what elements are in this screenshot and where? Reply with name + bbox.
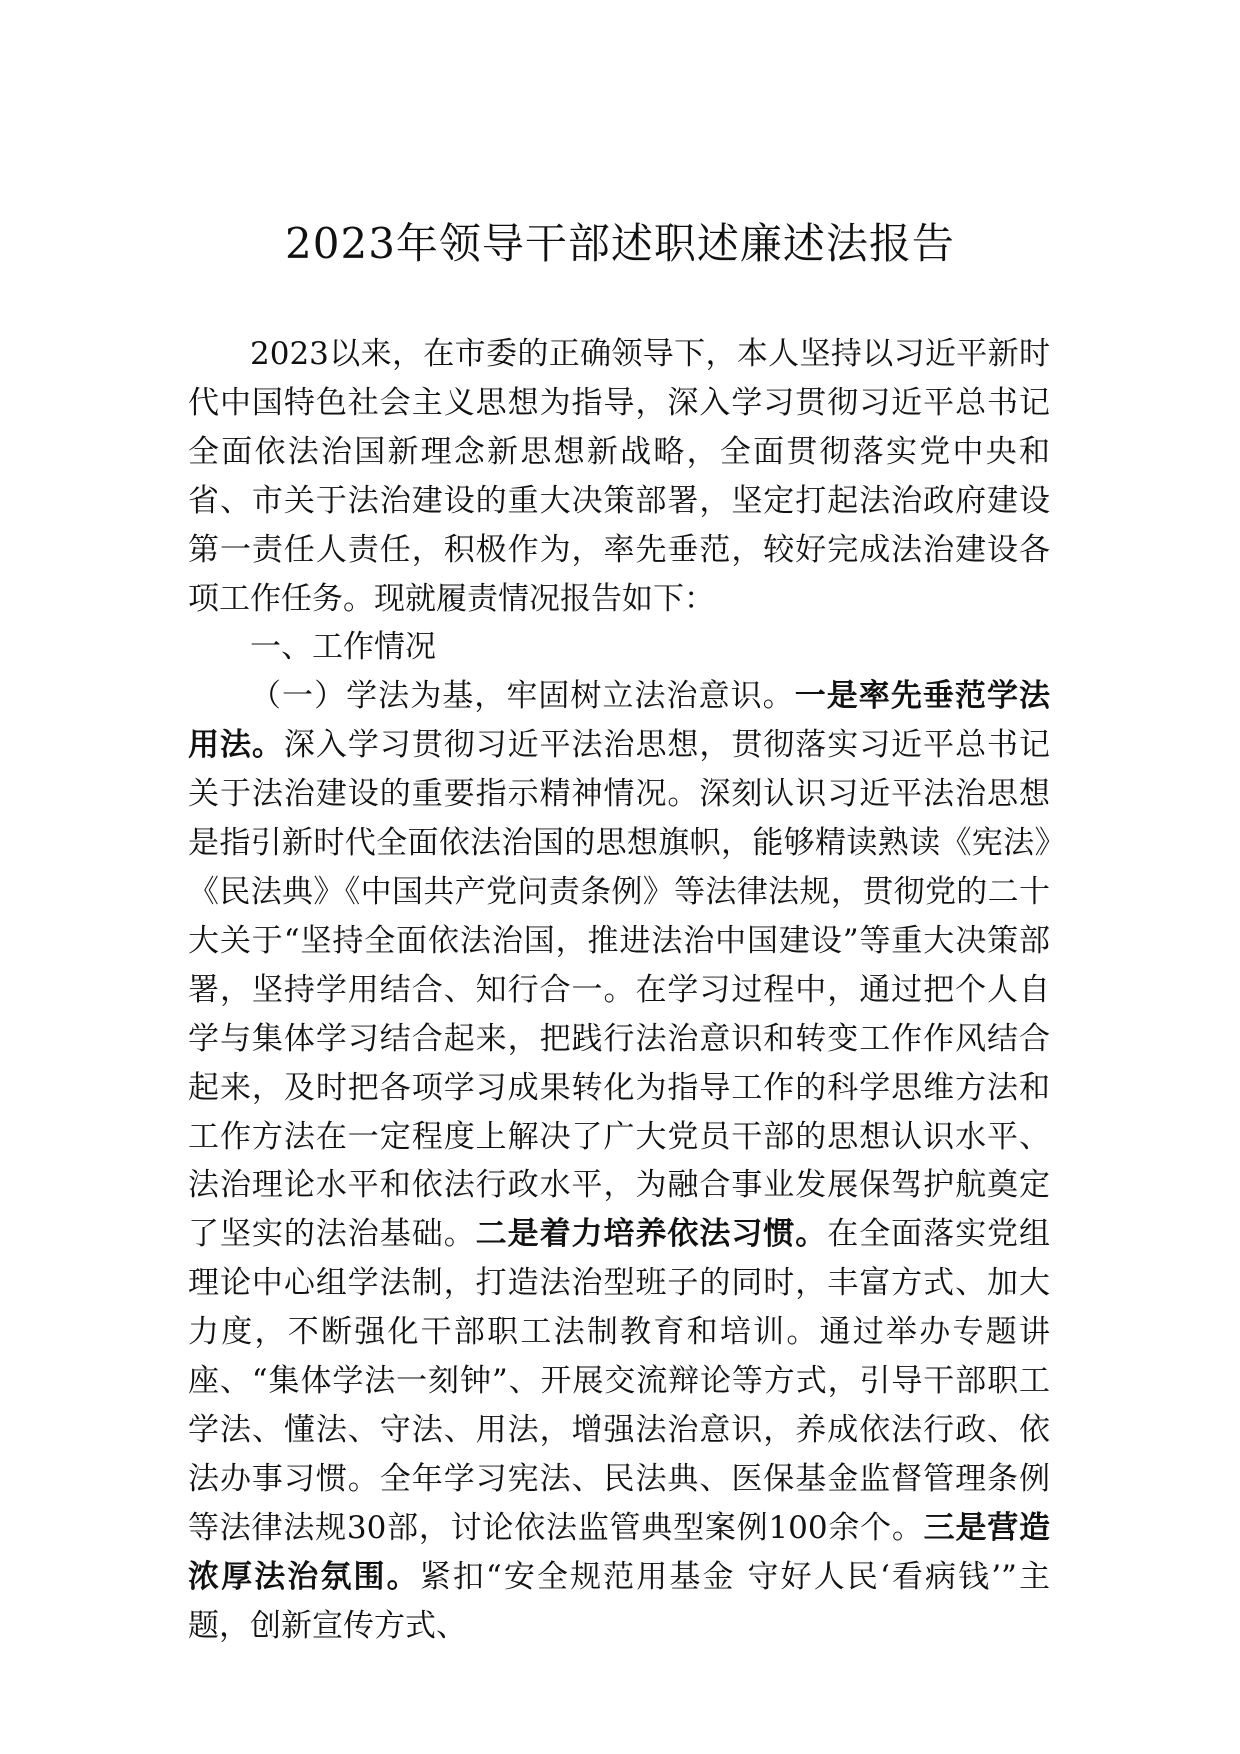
document-body bbox=[188, 330, 1050, 1650]
section-heading: 一、工作情况 bbox=[250, 629, 436, 666]
subsection-heading: （一）学法为基，牢固树立法治意识。 bbox=[250, 678, 795, 715]
point-label: 一是率先垂范学法用法。 bbox=[188, 678, 1051, 764]
point-label: 二是着力培养依法习惯。 bbox=[475, 1216, 828, 1253]
section-paragraph bbox=[188, 672, 1050, 1650]
point-text: 在全面落实党组理论中心组学法制，打造法治型班子的同时，丰富方式、加大力度，不断强化干部职工法制教育和培训。通过举办专题讲座、“集体学法一刻钟”、开展交流辩论等方式，引导干部职工学法、懂法、守法、用法，增强法治意识，养成依法行政、依法办事习惯。全年学习宪法、民法典、医保基金监督管理条例等法律法规30部，讨论依法监管典型案例100余个。 bbox=[188, 1216, 1051, 1546]
document-title: 2023年领导干部述职述廉述法报告 bbox=[285, 219, 955, 268]
point-text: 深入学习贯彻习近平法治思想，贯彻落实习近平总书记关于法治建设的重要指示精神情况。深刻认识习近平法治思想是指引新时代全面依法治国的思想旗帜，能够精读熟读《宪法》《民法典》《中国共产党问责条例》等法律法规，贯彻党的二十大关于“坚持全面依法治国，推进法治中国建设”等重大决策部署，坚持学用结合、知行合一。在学习过程中，通过把个人自学与集体学习结合起来，把践行法治意识和转变工作作风结合起来，及时把各项学习成果转化为指导工作的科学思维方法和工作方法在一定程度上解决了广大党员干部的思想认识水平、法治理论水平和依法行政水平，为融合事业发展保驾护航奠定了坚实的法治基础。 bbox=[188, 727, 1051, 1253]
point-text: 紧扣“安全规范用基金 守好人民‘看病钱’”主题，创新宣传方式、 bbox=[188, 1558, 1051, 1644]
intro-paragraph: 2023以来，在市委的正确领导下，本人坚持以习近平新时代中国特色社会主义思想为指导，深入学习贯彻习近平总书记全面依法治国新理念新思想新战略，全面贯彻落实党中央和省、市关于法治建设的重大决策部署，坚定打起法治政府建设第一责任人责任，积极作为，率先垂范，较好完成法治建设各项工作任务。现就履责情况报告如下： bbox=[188, 336, 1050, 617]
point-label: 三是营造浓厚法治氛围。 bbox=[188, 1509, 1050, 1595]
